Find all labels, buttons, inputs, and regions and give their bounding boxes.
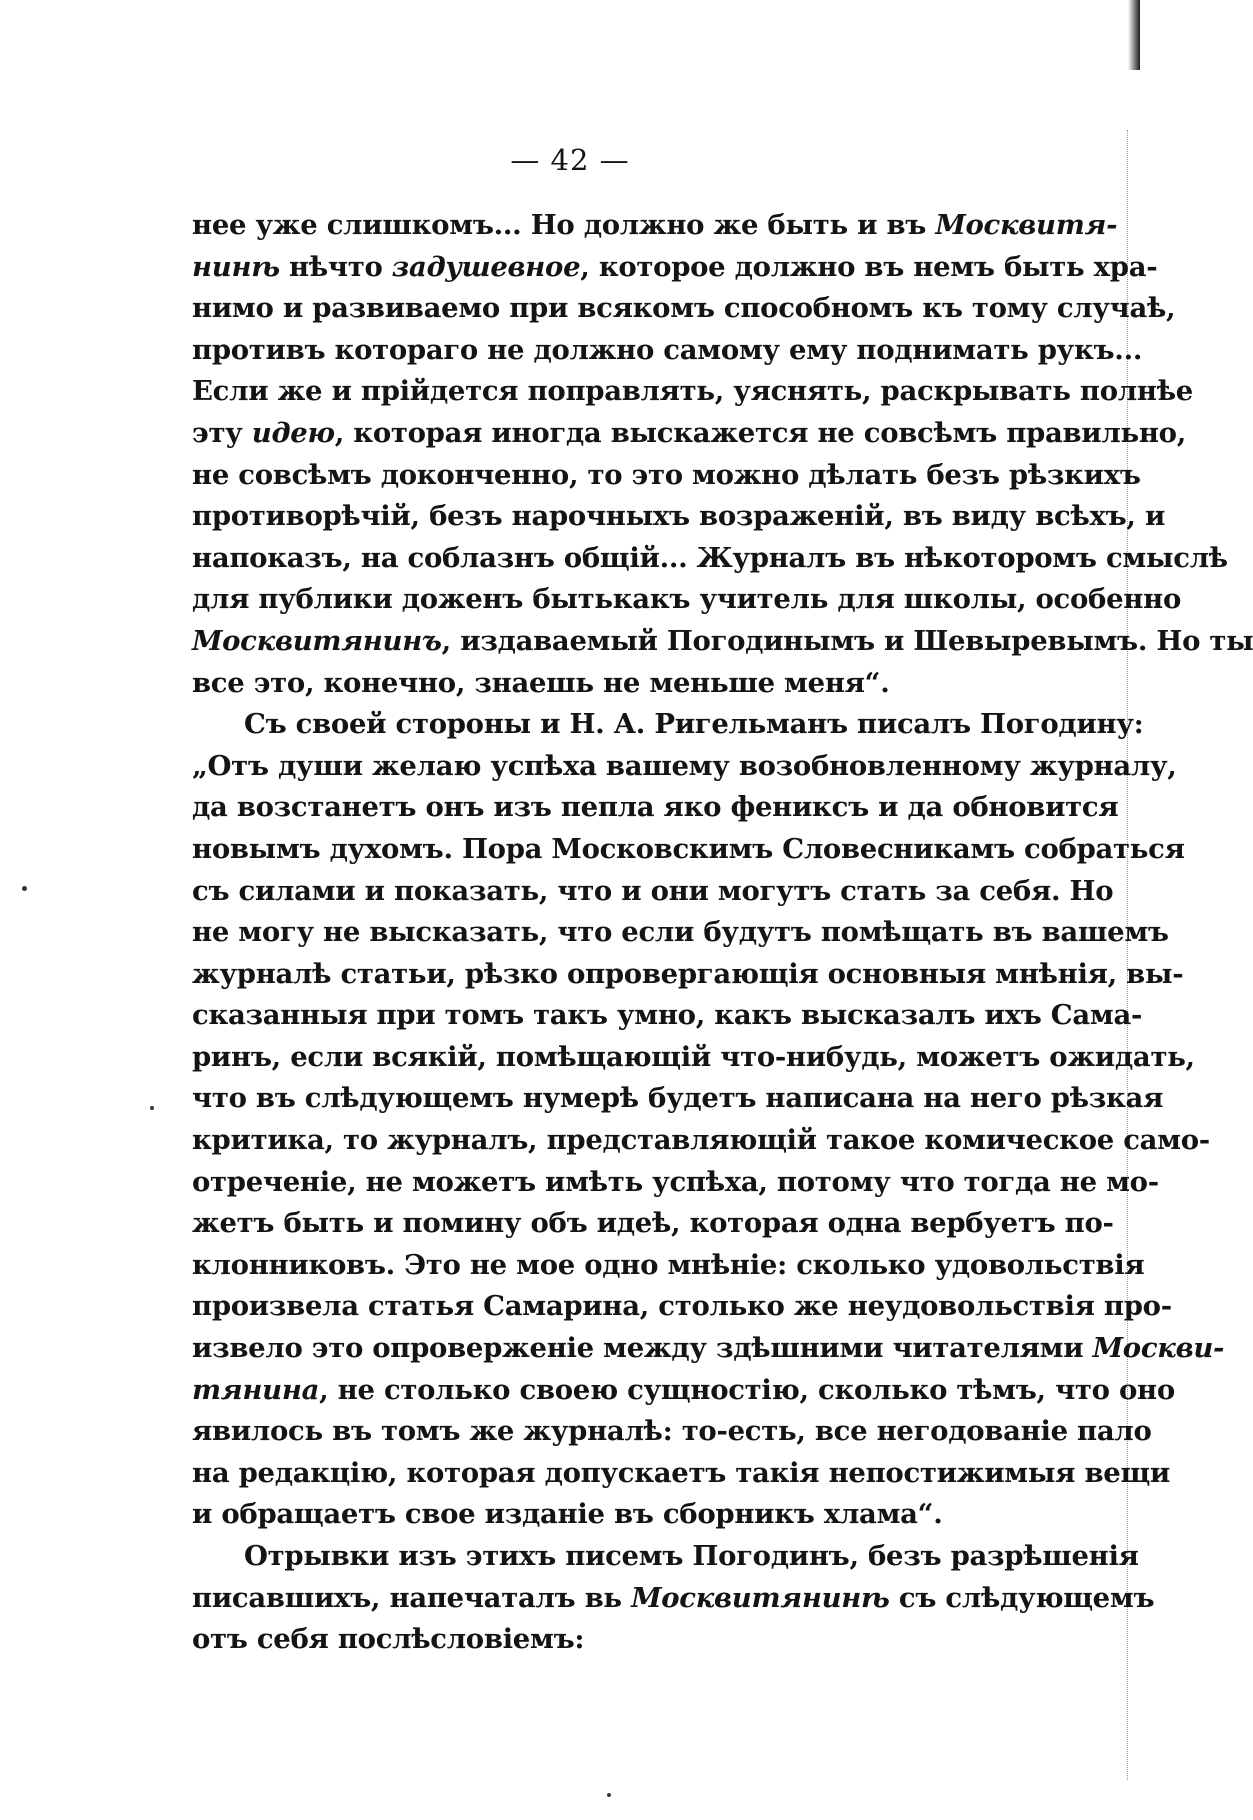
text-line: [192, 995, 1143, 1037]
scan-speck: [150, 1106, 154, 1110]
text-run: для публики доженъ бытькакъ учитель для школы, особенно: [192, 583, 1181, 616]
body-text: [192, 205, 1253, 1661]
scan-speck: [607, 1793, 611, 1797]
text-line: [192, 1328, 1225, 1370]
italic-title: Москви-: [1092, 1332, 1225, 1365]
text-line: [192, 704, 1144, 746]
text-line: [192, 1453, 1171, 1495]
text-run: съ слѣдующемъ: [889, 1581, 1155, 1614]
text-run: клонниковъ. Это не мое одно мнѣніе: сколько удовольствія: [192, 1248, 1145, 1281]
text-run: , издаваемый Погодинымъ и Шевыревымъ. Но ты: [441, 624, 1253, 657]
text-line: [192, 1078, 1164, 1120]
text-line: [192, 1245, 1145, 1287]
text-line: [192, 1286, 1172, 1328]
text-run: противорѣчій, безъ нарочныхъ возраженій, въ виду всѣхъ, и: [192, 500, 1166, 533]
text-run: эту: [192, 416, 252, 449]
text-run: и обращаетъ свое изданіе въ сборникъ хлама“.: [192, 1498, 943, 1531]
text-run: отреченіе, не можетъ имѣть успѣха, потому что тогда не мо-: [192, 1165, 1159, 1198]
text-line: [192, 205, 1118, 247]
text-line: [192, 579, 1181, 621]
text-run: сказанныя при томъ такъ умно, какъ высказалъ ихъ Сама-: [192, 999, 1143, 1032]
text-run: новымъ духомъ. Пора Московскимъ Словесникамъ собраться: [192, 832, 1185, 865]
text-line: [192, 1120, 1210, 1162]
text-line: [192, 247, 1158, 289]
text-line: [192, 1037, 1195, 1079]
text-run: напоказъ, на соблазнъ общій... Журналъ въ нѣкоторомъ смыслѣ: [192, 541, 1228, 574]
italic-title: Москвитя-: [935, 209, 1118, 241]
italic-title: Москвитянинъ: [192, 624, 442, 657]
text-run: да возстанетъ онъ изъ пепла яко фениксъ и да обновится: [192, 791, 1119, 824]
text-run: жетъ быть и помину объ идеѣ, которая одна вербуетъ по-: [192, 1207, 1114, 1240]
text-line: [192, 455, 1141, 497]
text-run: критика, то журналъ, представляющій такое комическое само-: [192, 1124, 1210, 1157]
text-run: писавшихъ, напечаталъ вь: [192, 1581, 632, 1614]
text-line: [192, 912, 1169, 954]
text-run: , не столько своею сущностію, сколько тѣмъ, что оно: [319, 1373, 1175, 1406]
text-line: [192, 621, 1253, 663]
text-line: [192, 1494, 1026, 1536]
scan-speck: [22, 886, 27, 891]
text-line: [192, 413, 1186, 455]
text-run: нѣчто: [279, 250, 392, 283]
text-run: Если же и прійдется поправлять, уяснять, раскрывать полнѣе: [192, 375, 1193, 408]
text-run: не совсѣмъ доконченно, то это можно дѣлать безъ рѣзкихъ: [192, 458, 1141, 491]
text-line: [192, 829, 1185, 871]
text-line: [192, 538, 1228, 580]
text-line: [192, 871, 1114, 913]
text-line: [192, 663, 1026, 705]
italic-title: задушевное: [391, 250, 581, 283]
text-line: [192, 1619, 1026, 1661]
text-line: [192, 330, 1143, 372]
text-run: противъ котораго не должно самому ему поднимать рукъ...: [192, 333, 1143, 366]
text-line: [192, 954, 1184, 996]
scan-edge-shadow: [1128, 0, 1140, 70]
italic-title: нинѣ: [192, 250, 280, 283]
italic-title: тянина: [192, 1373, 320, 1406]
text-run: нимо и развиваемо при всякомъ способномъ къ тому случаѣ,: [192, 292, 1176, 325]
text-run: все это, конечно, знаешь не меньше меня“.: [192, 666, 890, 699]
text-line: [192, 288, 1176, 330]
text-run: не могу не высказать, что если будутъ помѣщать въ вашемъ: [192, 916, 1169, 949]
text-line: [192, 1370, 1175, 1412]
text-run: извело это опроверженіе между здѣшними читателями: [192, 1332, 1093, 1365]
text-run: ринъ, если всякій, помѣщающій что-нибудь, можетъ ожидать,: [192, 1040, 1195, 1073]
text-line: [192, 1578, 1155, 1620]
text-line: [192, 1536, 1139, 1578]
italic-title: Москвитянинѣ: [631, 1581, 890, 1614]
page-number: — 42 —: [510, 143, 630, 177]
text-line: [192, 787, 1119, 829]
text-run: журналѣ статьи, рѣзко опровергающія основныя мнѣнія, вы-: [192, 957, 1184, 990]
text-line: [192, 1411, 1152, 1453]
text-line: [192, 746, 1177, 788]
text-line: [192, 1162, 1159, 1204]
text-run: что въ слѣдующемъ нумерѣ будетъ написана на него рѣзкая: [192, 1082, 1164, 1115]
text-run: Съ своей стороны и Н. А. Ригельманъ писалъ Погодину:: [244, 708, 1144, 741]
text-run: „Отъ души желаю успѣха вашему возобновленному журналу,: [192, 749, 1177, 782]
text-run: отъ себя послѣсловіемъ:: [192, 1623, 585, 1656]
text-run: съ силами и показать, что и они могутъ стать за себя. Но: [192, 874, 1114, 907]
text-line: [192, 371, 1193, 413]
text-line: [192, 496, 1166, 538]
text-run: явилось въ томъ же журналѣ: то-есть, все негодованіе пало: [192, 1415, 1152, 1448]
text-line: [192, 1203, 1114, 1245]
text-run: произвела статья Самарина, столько же неудовольствія про-: [192, 1290, 1172, 1323]
text-run: , которое должно въ немъ быть хра-: [580, 250, 1158, 283]
text-run: , которая иногда выскажется не совсѣмъ правильно,: [334, 416, 1186, 449]
italic-title: идею: [251, 416, 335, 449]
text-run: Отрывки изъ этихъ писемъ Погодинъ, безъ разрѣшенія: [244, 1540, 1139, 1572]
text-run: нее уже слишкомъ... Но должно же быть и въ: [192, 209, 936, 241]
text-run: на редакцію, которая допускаетъ такія непостижимыя вещи: [192, 1456, 1171, 1489]
